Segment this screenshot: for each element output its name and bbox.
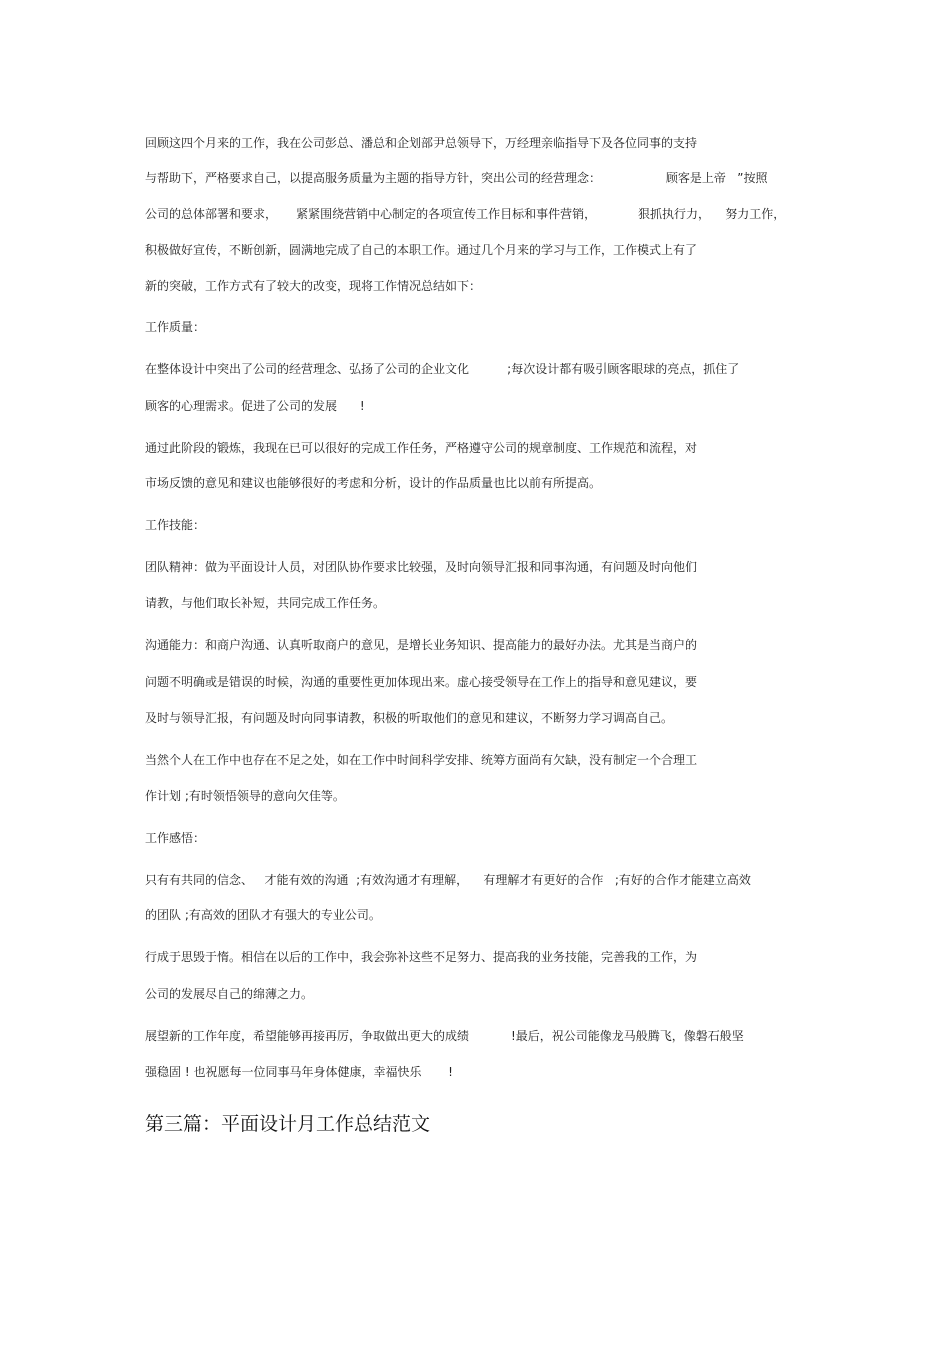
paragraph-line: 与帮助下，严格要求自己，以提高服务质量为主题的指导方针，突出公司的经营理念： 顾客是上帝 ”按照	[145, 171, 768, 185]
section-label-skills: 工作技能：	[145, 518, 206, 532]
section-heading: 第三篇：平面设计月工作总结范文	[145, 1113, 431, 1135]
paragraph-line: 回顾这四个月来的工作，我在公司彭总、潘总和企划部尹总领导下，万经理亲临指导下及各位同事的支持	[145, 136, 698, 150]
paragraph-line: 作计划 ;有时领悟领导的意向欠佳等。	[145, 789, 345, 803]
paragraph-line: 及时与领导汇报，有问题及时向同事请教，积极的听取他们的意见和建议，不断努力学习调高自己。	[145, 711, 674, 725]
paragraph-line: 展望新的工作年度，希望能够再接再厉，争取做出更大的成绩 !最后，祝公司能像龙马般腾飞，像磐石般坚	[145, 1029, 744, 1043]
paragraph-line: 公司的总体部署和要求， 紧紧围绕营销中心制定的各项宣传工作目标和事件营销， 狠抓执行力， 努力工作，	[145, 207, 786, 221]
paragraph-line: 顾客的心理需求。促进了公司的发展 !	[145, 399, 365, 413]
paragraph-line: 的团队 ;有高效的团队才有强大的专业公司。	[145, 908, 381, 922]
paragraph-line: 新的突破，工作方式有了较大的改变，现将工作情况总结如下：	[145, 279, 482, 293]
paragraph-line: 强稳固 ! 也祝愿每一位同事马年身体健康，幸福快乐 !	[145, 1065, 453, 1079]
paragraph-line: 积极做好宣传，不断创新，圆满地完成了自己的本职工作。通过几个月来的学习与工作，工作模式上有了	[145, 243, 698, 257]
paragraph-line: 只有有共同的信念、 才能有效的沟通 ;有效沟通才有理解， 有理解才有更好的合作 ;有好的合作才能建立高效	[145, 873, 751, 887]
paragraph-line: 请教，与他们取长补短，共同完成工作任务。	[145, 596, 386, 610]
paragraph-line: 行成于思毁于惰。相信在以后的工作中，我会弥补这些不足努力、提高我的业务技能，完善我的工作，为	[145, 950, 698, 964]
section-label-insights: 工作感悟：	[145, 831, 206, 845]
paragraph-line: 公司的发展尽自己的绵薄之力。	[145, 987, 314, 1001]
paragraph-line: 团队精神：做为平面设计人员，对团队协作要求比较强，及时向领导汇报和同事沟通，有问题及时向他们	[145, 560, 698, 574]
paragraph-line: 问题不明确或是错误的时候，沟通的重要性更加体现出来。虚心接受领导在工作上的指导和意见建议，要	[145, 675, 698, 689]
paragraph-line: 在整体设计中突出了公司的经营理念、弘扬了公司的企业文化 ;每次设计都有吸引顾客眼球的亮点，抓住了	[145, 362, 740, 376]
section-label-quality: 工作质量：	[145, 320, 206, 334]
paragraph-line: 通过此阶段的锻炼，我现在已可以很好的完成工作任务，严格遵守公司的规章制度、工作规范和流程，对	[145, 441, 698, 455]
paragraph-line: 沟通能力：和商户沟通、认真听取商户的意见，是增长业务知识、提高能力的最好办法。尤其是当商户的	[145, 638, 698, 652]
paragraph-line: 市场反馈的意见和建议也能够很好的考虑和分析，设计的作品质量也比以前有所提高。	[145, 476, 602, 490]
paragraph-line: 当然个人在工作中也存在不足之处，如在工作中时间科学安排、统筹方面尚有欠缺，没有制定一个合理工	[145, 753, 698, 767]
